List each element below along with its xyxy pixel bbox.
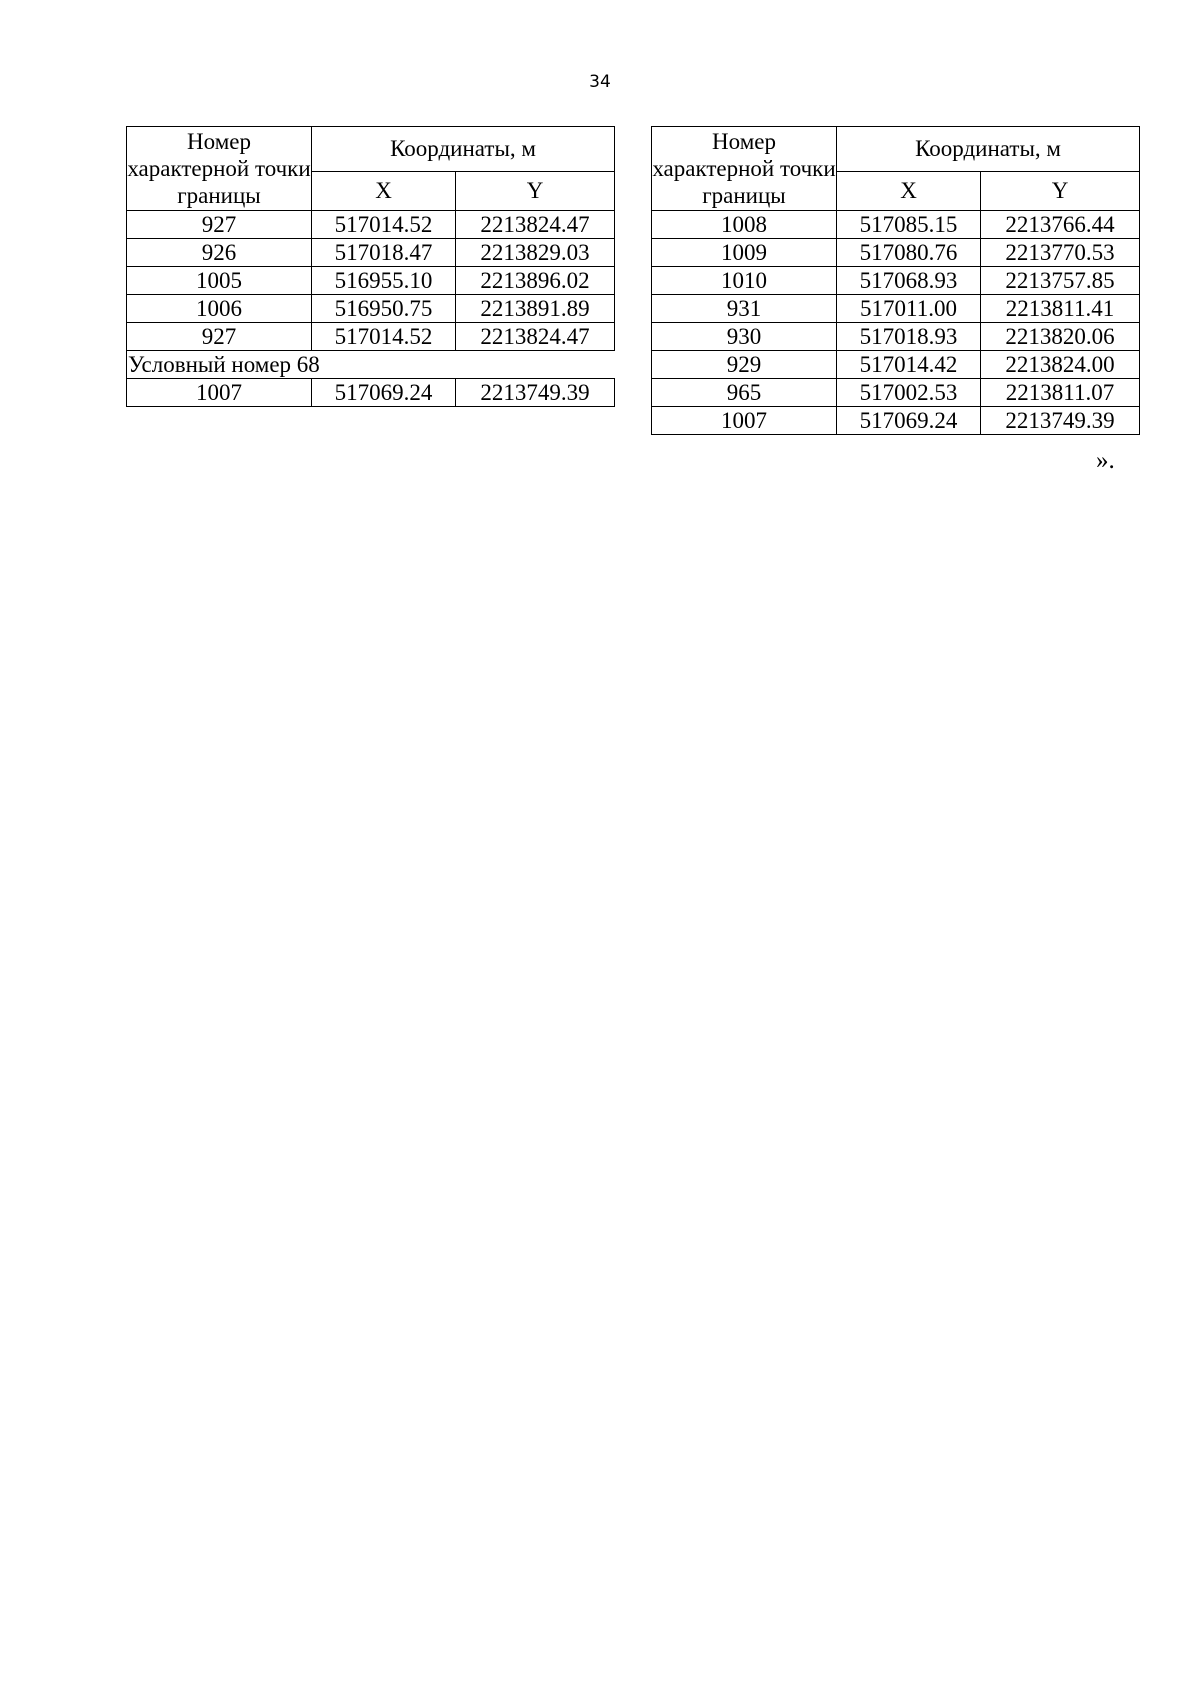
- cell-x: 517069.24: [837, 407, 981, 435]
- table-row: [127, 323, 615, 351]
- page-number: 34: [589, 72, 611, 92]
- section-label: Условный номер 68: [127, 351, 615, 379]
- header-x: X: [312, 172, 456, 211]
- cell-x: 517002.53: [837, 379, 981, 407]
- cell-y: 2213829.03: [456, 239, 615, 267]
- header-coordinates: Координаты, м: [837, 127, 1140, 172]
- header-coordinates: Координаты, м: [312, 127, 615, 172]
- table-row: [652, 351, 1140, 379]
- cell-x: 517018.47: [312, 239, 456, 267]
- table-row: [652, 211, 1140, 239]
- cell-point: 929: [652, 351, 837, 379]
- cell-y: 2213824.00: [981, 351, 1140, 379]
- table-row: [652, 323, 1140, 351]
- cell-point: 1008: [652, 211, 837, 239]
- table-row: [127, 211, 615, 239]
- cell-x: 517014.52: [312, 211, 456, 239]
- cell-x: 517014.42: [837, 351, 981, 379]
- cell-point: 926: [127, 239, 312, 267]
- table-row: [652, 239, 1140, 267]
- cell-y: 2213824.47: [456, 323, 615, 351]
- section-row: [127, 351, 615, 379]
- table-row: [127, 379, 615, 407]
- cell-x: 516955.10: [312, 267, 456, 295]
- table-row: [127, 295, 615, 323]
- cell-y: 2213749.39: [981, 407, 1140, 435]
- table-row: [652, 267, 1140, 295]
- cell-point: 1009: [652, 239, 837, 267]
- cell-x: 517069.24: [312, 379, 456, 407]
- cell-x: 516950.75: [312, 295, 456, 323]
- header-y: Y: [456, 172, 615, 211]
- cell-x: 517068.93: [837, 267, 981, 295]
- cell-point: 965: [652, 379, 837, 407]
- cell-y: 2213824.47: [456, 211, 615, 239]
- cell-point: 1010: [652, 267, 837, 295]
- cell-x: 517080.76: [837, 239, 981, 267]
- cell-point: 1007: [127, 379, 312, 407]
- table-row: [652, 407, 1140, 435]
- cell-x: 517014.52: [312, 323, 456, 351]
- cell-y: 2213811.41: [981, 295, 1140, 323]
- cell-x: 517018.93: [837, 323, 981, 351]
- header-y: Y: [981, 172, 1140, 211]
- header-point-number: Номер характерной точки границы: [127, 127, 312, 211]
- coordinates-table-left: [126, 126, 615, 407]
- coordinates-table-right: [651, 126, 1140, 435]
- cell-y: 2213820.06: [981, 323, 1140, 351]
- cell-point: 1006: [127, 295, 312, 323]
- cell-y: 2213811.07: [981, 379, 1140, 407]
- table-row: [127, 267, 615, 295]
- cell-y: 2213896.02: [456, 267, 615, 295]
- cell-point: 1005: [127, 267, 312, 295]
- cell-point: 927: [127, 323, 312, 351]
- header-point-number: Номер характерной точки границы: [652, 127, 837, 211]
- closing-quote-mark: ».: [1096, 447, 1115, 474]
- cell-point: 930: [652, 323, 837, 351]
- cell-y: 2213891.89: [456, 295, 615, 323]
- cell-y: 2213757.85: [981, 267, 1140, 295]
- cell-x: 517011.00: [837, 295, 981, 323]
- cell-point: 1007: [652, 407, 837, 435]
- cell-y: 2213766.44: [981, 211, 1140, 239]
- cell-y: 2213749.39: [456, 379, 615, 407]
- header-x: X: [837, 172, 981, 211]
- table-row: [652, 379, 1140, 407]
- cell-point: 927: [127, 211, 312, 239]
- cell-y: 2213770.53: [981, 239, 1140, 267]
- table-row: [127, 239, 615, 267]
- table-row: [652, 295, 1140, 323]
- cell-point: 931: [652, 295, 837, 323]
- cell-x: 517085.15: [837, 211, 981, 239]
